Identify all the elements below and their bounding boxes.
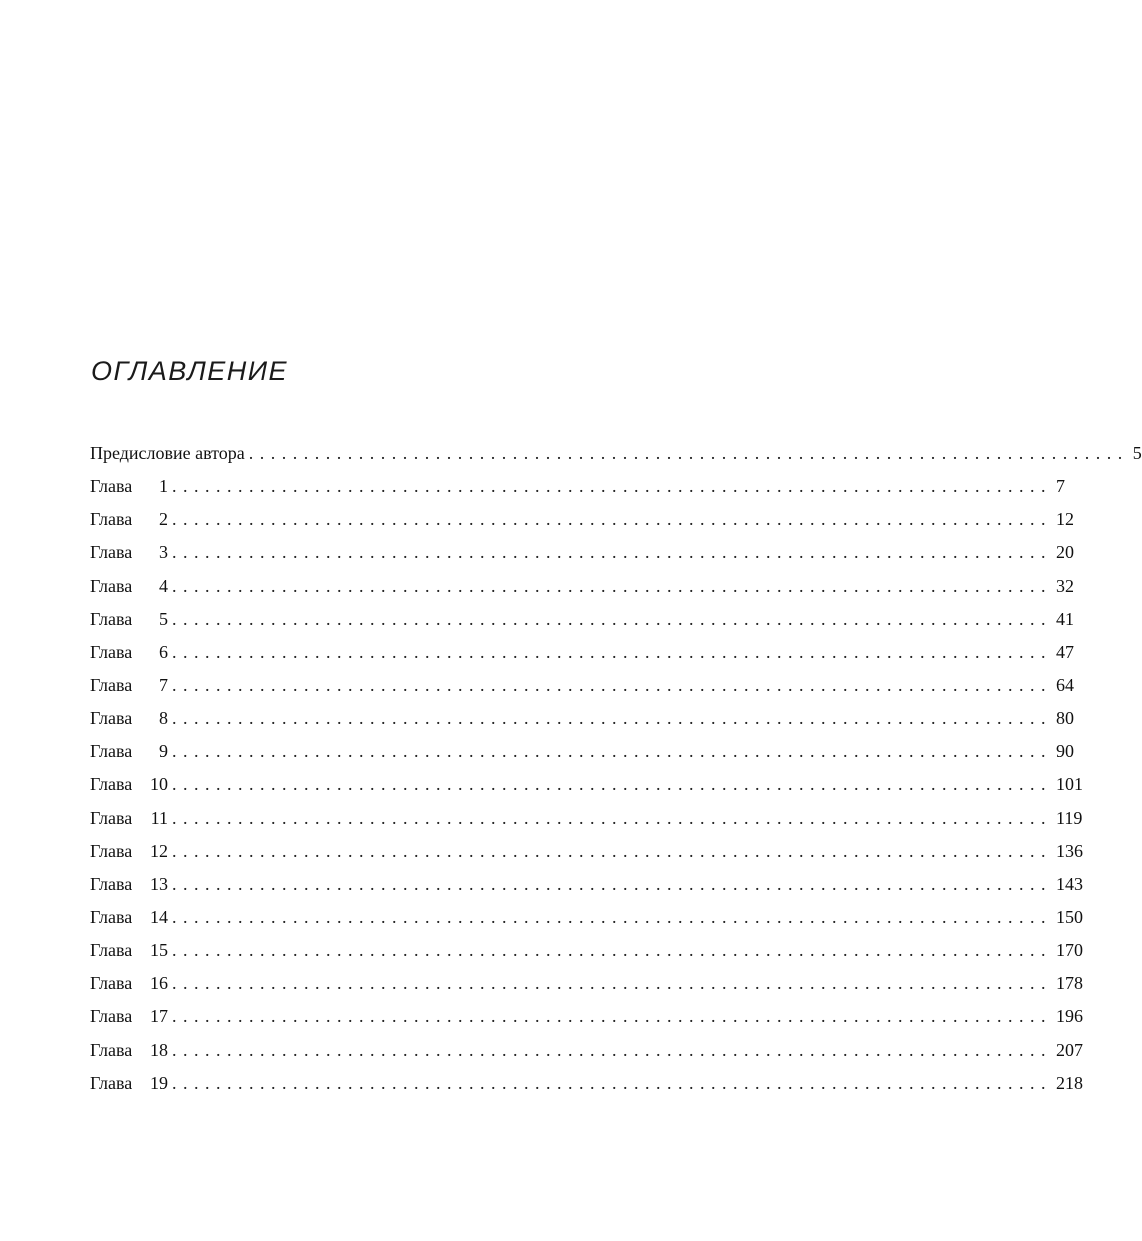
dot-leader: ................................................................................ bbox=[248, 443, 1129, 463]
toc-entry-chapter[interactable] bbox=[90, 570, 1074, 603]
toc-chapter-word: Глава bbox=[90, 774, 133, 795]
toc-chapter-word: Глава bbox=[90, 641, 133, 662]
dot-leader: ................................................................................ bbox=[172, 708, 1052, 729]
toc-entry-chapter[interactable] bbox=[90, 669, 1074, 702]
toc-chapter-word: Глава bbox=[90, 873, 133, 894]
toc-entry-label: Предисловие автора bbox=[90, 443, 245, 463]
dot-leader: ................................................................................ bbox=[172, 1006, 1052, 1027]
toc-chapter-word: Глава bbox=[90, 542, 133, 563]
toc-page-number: 5 bbox=[1132, 443, 1142, 463]
toc-chapter-word: Глава bbox=[90, 1039, 133, 1060]
toc-chapter-number: 15 bbox=[150, 940, 168, 961]
toc-page-number: 90 bbox=[1056, 741, 1074, 762]
toc-entry-chapter[interactable] bbox=[90, 835, 1083, 868]
toc-entry-chapter[interactable] bbox=[90, 1034, 1083, 1067]
toc-chapter-number: 2 bbox=[159, 509, 168, 530]
toc-chapter-word: Глава bbox=[90, 674, 133, 695]
dot-leader: ................................................................................ bbox=[172, 674, 1052, 695]
dot-leader: ................................................................................ bbox=[172, 1072, 1052, 1093]
dot-leader: ................................................................................ bbox=[172, 973, 1052, 994]
toc-chapter-word: Глава bbox=[90, 940, 133, 961]
toc-entry-chapter[interactable] bbox=[90, 603, 1074, 636]
toc-chapter-number: 6 bbox=[159, 641, 168, 662]
toc-entry-preface[interactable] bbox=[90, 437, 1142, 470]
toc-chapter-word: Глава bbox=[90, 476, 133, 497]
dot-leader: ................................................................................ bbox=[172, 807, 1052, 828]
toc-chapter-word: Глава bbox=[90, 906, 133, 927]
dot-leader: ................................................................................ bbox=[172, 1039, 1052, 1060]
toc-page-number: 150 bbox=[1056, 906, 1083, 927]
toc-chapter-word: Глава bbox=[90, 575, 133, 596]
toc-entry-chapter[interactable] bbox=[90, 967, 1083, 1000]
toc-chapter-number: 18 bbox=[150, 1039, 168, 1060]
toc-page-number: 32 bbox=[1056, 575, 1074, 596]
dot-leader: ................................................................................ bbox=[172, 741, 1052, 762]
toc-entry-chapter[interactable] bbox=[90, 1000, 1083, 1033]
toc-chapter-word: Глава bbox=[90, 608, 133, 629]
toc-entry-chapter[interactable] bbox=[90, 802, 1083, 835]
toc-chapter-number: 19 bbox=[150, 1072, 168, 1093]
toc-chapter-word: Глава bbox=[90, 1006, 133, 1027]
dot-leader: ................................................................................ bbox=[172, 774, 1052, 795]
toc-entry-chapter[interactable] bbox=[90, 768, 1083, 801]
toc-page-number: 7 bbox=[1056, 476, 1065, 497]
toc-page-number: 101 bbox=[1056, 774, 1083, 795]
toc-entry-chapter[interactable] bbox=[90, 702, 1074, 735]
dot-leader: ................................................................................ bbox=[172, 476, 1052, 497]
toc-chapter-number: 16 bbox=[150, 973, 168, 994]
dot-leader: ................................................................................ bbox=[172, 575, 1052, 596]
toc-chapter-number: 11 bbox=[150, 807, 168, 828]
toc-entry-chapter[interactable] bbox=[90, 735, 1074, 768]
toc-page-number: 196 bbox=[1056, 1006, 1083, 1027]
toc-page-number: 80 bbox=[1056, 708, 1074, 729]
toc-page-number: 119 bbox=[1056, 807, 1083, 828]
toc-page-number: 47 bbox=[1056, 641, 1074, 662]
toc-chapter-number: 1 bbox=[159, 476, 168, 497]
toc-entry-chapter[interactable] bbox=[90, 536, 1074, 569]
toc-chapter-number: 7 bbox=[159, 674, 168, 695]
toc-chapter-number: 12 bbox=[150, 840, 168, 861]
toc-chapter-number: 9 bbox=[159, 741, 168, 762]
toc-page-number: 143 bbox=[1056, 873, 1083, 894]
dot-leader: ................................................................................ bbox=[172, 840, 1052, 861]
toc-chapter-number: 3 bbox=[159, 542, 168, 563]
toc-chapter-number: 5 bbox=[159, 608, 168, 629]
toc-entry-chapter[interactable] bbox=[90, 470, 1065, 503]
toc-page-number: 207 bbox=[1056, 1039, 1083, 1060]
toc-entry-chapter[interactable] bbox=[90, 901, 1083, 934]
toc-chapter-word: Глава bbox=[90, 840, 133, 861]
toc-chapter-word: Глава bbox=[90, 807, 133, 828]
dot-leader: ................................................................................ bbox=[172, 873, 1052, 894]
toc-heading: ОГЛАВЛЕНИЕ bbox=[91, 356, 289, 386]
toc-entry-chapter[interactable] bbox=[90, 636, 1074, 669]
toc-page-number: 20 bbox=[1056, 542, 1074, 563]
toc-list bbox=[90, 437, 1142, 1100]
toc-page-number: 64 bbox=[1056, 674, 1074, 695]
toc-page-number: 41 bbox=[1056, 608, 1074, 629]
toc-entry-chapter[interactable] bbox=[90, 503, 1074, 536]
toc-chapter-word: Глава bbox=[90, 708, 133, 729]
toc-chapter-word: Глава bbox=[90, 1072, 133, 1093]
toc-chapter-word: Глава bbox=[90, 509, 133, 530]
toc-page-number: 178 bbox=[1056, 973, 1083, 994]
dot-leader: ................................................................................ bbox=[172, 906, 1052, 927]
dot-leader: ................................................................................ bbox=[172, 608, 1052, 629]
dot-leader: ................................................................................ bbox=[172, 542, 1052, 563]
toc-chapter-number: 13 bbox=[150, 873, 168, 894]
dot-leader: ................................................................................ bbox=[172, 940, 1052, 961]
toc-page-number: 170 bbox=[1056, 940, 1083, 961]
toc-entry-chapter[interactable] bbox=[90, 934, 1083, 967]
toc-page-number: 12 bbox=[1056, 509, 1074, 530]
toc-chapter-number: 14 bbox=[150, 906, 168, 927]
toc-page-number: 136 bbox=[1056, 840, 1083, 861]
toc-chapter-number: 10 bbox=[150, 774, 168, 795]
toc-page-number: 218 bbox=[1056, 1072, 1083, 1093]
toc-chapter-word: Глава bbox=[90, 741, 133, 762]
toc-chapter-word: Глава bbox=[90, 973, 133, 994]
toc-entry-chapter[interactable] bbox=[90, 868, 1083, 901]
toc-entry-chapter[interactable] bbox=[90, 1067, 1083, 1100]
toc-chapter-number: 17 bbox=[150, 1006, 168, 1027]
toc-chapter-number: 4 bbox=[159, 575, 168, 596]
dot-leader: ................................................................................ bbox=[172, 641, 1052, 662]
toc-chapter-number: 8 bbox=[159, 708, 168, 729]
dot-leader: ................................................................................ bbox=[172, 509, 1052, 530]
